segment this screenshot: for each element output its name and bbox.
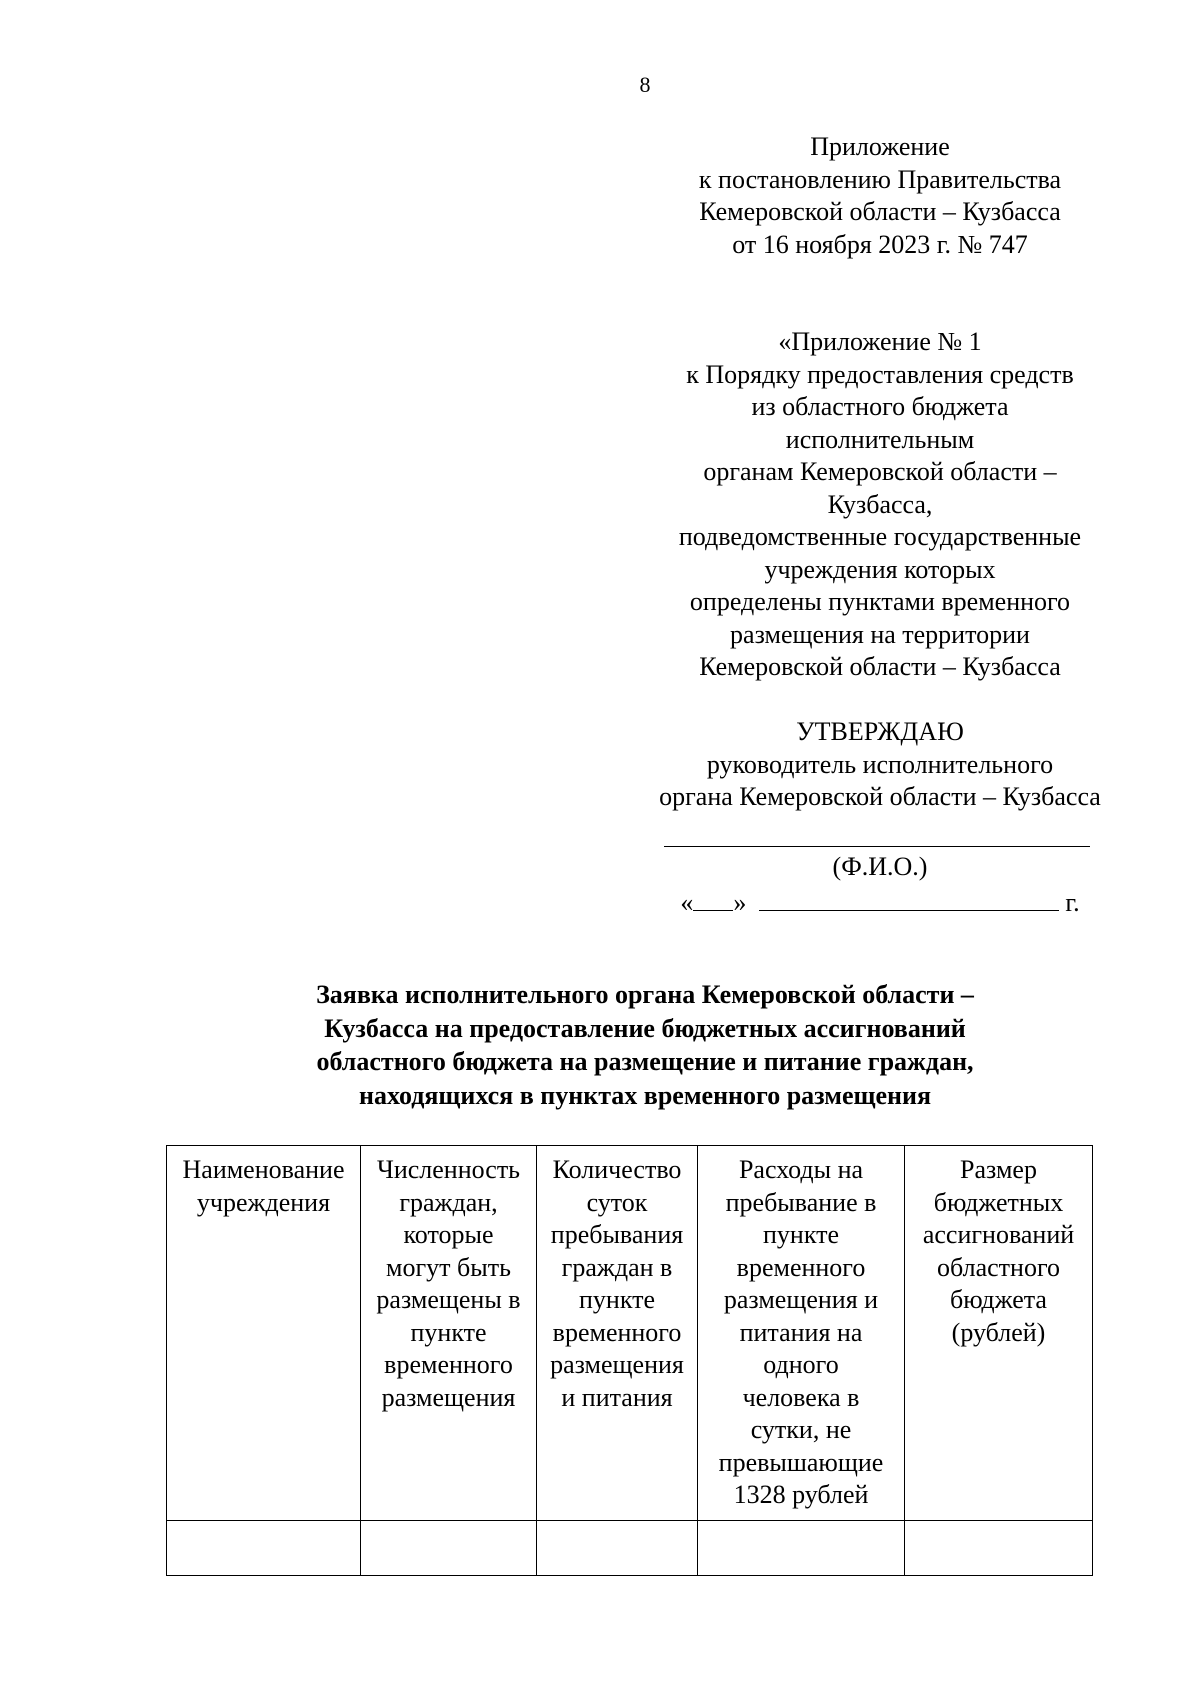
month-year-blank[interactable] <box>759 886 1059 911</box>
appendix-line: Кемеровской области – Кузбасса <box>699 197 1061 226</box>
table-cell[interactable] <box>698 1520 905 1575</box>
approval-block <box>620 716 1140 814</box>
order-line: размещения на территории <box>730 619 1030 649</box>
order-line: подведомственные государственные <box>678 522 1082 551</box>
title-line: Кузбасса на предоставление бюджетных ассигнований <box>324 1013 966 1043</box>
header-institution-name: Наименование учреждения <box>167 1146 361 1521</box>
order-line: Кемеровской области – Кузбасса <box>699 652 1061 681</box>
approve-line: органа Кемеровской области – Кузбасса <box>659 782 1101 811</box>
title-line: областного бюджета на размещение и питание граждан, <box>316 1047 974 1076</box>
header-citizens-count: Численность граждан, которые могут быть размещены в пункте временного размещения <box>361 1146 537 1521</box>
title-line: находящихся в пунктах временного размещения <box>358 1080 932 1110</box>
fio-label: (Ф.И.О.) <box>832 852 928 881</box>
order-line: определены пунктами временного <box>689 587 1071 616</box>
table-header-row <box>167 1146 1093 1521</box>
appendix-line: к постановлению Правительства <box>698 164 1062 194</box>
approval-date-line <box>620 886 1140 919</box>
date-close-quote: » <box>733 888 747 917</box>
title-line: Заявка исполнительного органа Кемеровской области – <box>316 980 974 1009</box>
order-line: органам Кемеровской области – <box>703 457 1057 486</box>
order-line: Кузбасса, <box>827 489 933 519</box>
header-daily-expenses: Расходы на пребывание в пункте временного размещения и питания на одного человека в сутки, не превышающие 1328 рублей <box>698 1146 905 1521</box>
table-cell[interactable] <box>361 1520 537 1575</box>
page-number: 8 <box>639 72 651 97</box>
table-cell[interactable] <box>537 1520 698 1575</box>
header-days-count: Количество суток пребывания граждан в пункте временного размещения и питания <box>537 1146 698 1521</box>
approve-heading: УТВЕРЖДАЮ <box>796 717 964 746</box>
table-cell[interactable] <box>167 1520 361 1575</box>
appendix-reference-block <box>620 131 1140 261</box>
order-reference-block <box>620 326 1140 684</box>
signature-blank-line[interactable] <box>664 846 1090 847</box>
application-table <box>166 1145 1093 1576</box>
date-open-quote: « <box>680 888 694 917</box>
document-title <box>150 978 1140 1112</box>
appendix-line: Приложение <box>810 132 950 161</box>
order-line: «Приложение № 1 <box>778 327 982 356</box>
day-blank[interactable] <box>693 886 733 911</box>
order-line: исполнительным <box>785 424 975 454</box>
order-line: учреждения которых <box>764 554 996 584</box>
table-row <box>167 1520 1093 1575</box>
appendix-line: от 16 ноября 2023 г. № 747 <box>732 229 1028 259</box>
order-line: из областного бюджета <box>751 392 1009 421</box>
table-cell[interactable] <box>905 1520 1093 1575</box>
approve-line: руководитель исполнительного <box>706 749 1054 779</box>
header-budget-amount: Размер бюджетных ассигнований областного бюджета (рублей) <box>905 1146 1093 1521</box>
order-line: к Порядку предоставления средств <box>686 359 1074 389</box>
date-year-suffix: г. <box>1065 888 1080 917</box>
